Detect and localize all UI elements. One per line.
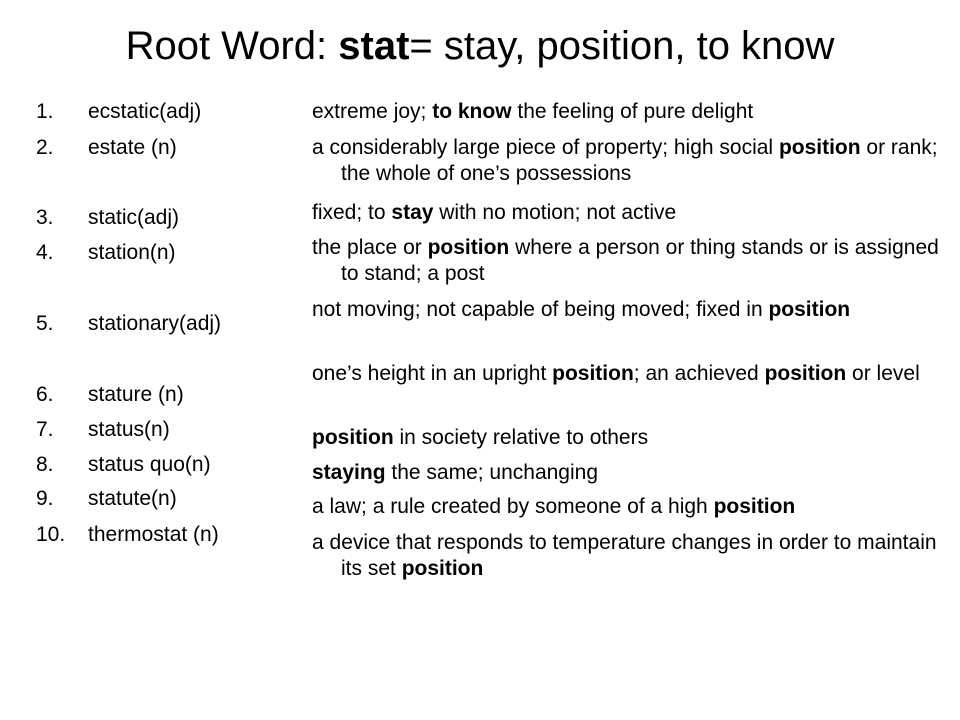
word-item	[36, 486, 286, 512]
definition-text: fixed; to	[312, 201, 392, 224]
definition-item	[312, 99, 942, 125]
word-item	[36, 135, 286, 161]
definition-text: extreme joy;	[312, 100, 433, 123]
word-item	[36, 452, 286, 478]
definition-item	[312, 200, 942, 226]
word-number: 9.	[36, 487, 54, 510]
definition-text: or rank; the whole of one’s possessions	[341, 136, 938, 185]
definition-text: in society relative to others	[393, 426, 649, 449]
word-number: 7.	[36, 418, 54, 441]
definition-text: ; an achieved	[633, 362, 765, 385]
word-item	[36, 382, 286, 408]
definition-text: where a person or thing stands or is assigned to stand; a post	[341, 236, 939, 285]
word-item	[36, 240, 286, 266]
keyword-highlight: position	[768, 298, 851, 321]
word-text: statute(n)	[88, 487, 177, 510]
definition-item	[312, 494, 942, 520]
word-number: 6.	[36, 383, 54, 406]
definition-item	[312, 530, 942, 582]
word-text: stature (n)	[88, 383, 184, 406]
keyword-highlight: position	[552, 362, 634, 385]
definition-item	[312, 361, 942, 387]
definition-text: a law; a rule created by someone of a high	[312, 495, 714, 518]
word-number: 3.	[36, 206, 54, 229]
keyword-highlight: position	[427, 236, 510, 259]
word-item	[36, 417, 286, 443]
definition-text: the feeling of pure delight	[511, 100, 754, 123]
definition-text: a considerably large piece of property; high social	[312, 136, 779, 159]
definition-item	[312, 297, 942, 323]
definition-text: the same; unchanging	[385, 461, 599, 484]
word-item	[36, 522, 286, 548]
definition-item	[312, 460, 942, 486]
definition-text: or level	[846, 362, 920, 385]
keyword-highlight: to know	[432, 100, 512, 123]
keyword-highlight: position	[401, 557, 484, 580]
word-text: stationary(adj)	[88, 312, 222, 335]
definition-item	[312, 425, 942, 451]
definition-item	[312, 135, 942, 187]
word-number: 2.	[36, 136, 54, 159]
title-root-word: stat	[338, 24, 410, 68]
word-number: 4.	[36, 241, 54, 264]
word-number: 5.	[36, 312, 54, 335]
word-item	[36, 311, 286, 337]
definition-item	[312, 235, 942, 287]
keyword-highlight: position	[312, 426, 394, 449]
keyword-highlight: position	[713, 495, 796, 518]
definition-text: one’s height in an upright	[312, 362, 553, 385]
word-text: ecstatic(adj)	[88, 100, 202, 123]
slide-title	[0, 18, 960, 74]
word-number: 1.	[36, 100, 54, 123]
word-text: status quo(n)	[88, 453, 211, 476]
word-text: thermostat (n)	[88, 523, 219, 546]
title-prefix: Root Word:	[125, 24, 339, 68]
word-item	[36, 99, 286, 125]
word-text: station(n)	[88, 241, 176, 264]
word-number: 8.	[36, 453, 54, 476]
keyword-highlight: staying	[312, 461, 386, 484]
word-number: 10.	[36, 523, 66, 546]
definition-text: not moving; not capable of being moved; fixed in	[312, 298, 769, 321]
title-meaning: = stay, position, to know	[409, 24, 835, 68]
definition-text: with no motion; not active	[433, 201, 677, 224]
definition-text: a device that responds to temperature changes in order to maintain its set	[312, 531, 937, 580]
word-text: estate (n)	[88, 136, 177, 159]
keyword-highlight: position	[778, 136, 861, 159]
word-text: static(adj)	[88, 206, 180, 229]
keyword-highlight: stay	[391, 201, 434, 224]
word-item	[36, 205, 286, 231]
keyword-highlight: position	[764, 362, 847, 385]
definition-text: the place or	[312, 236, 428, 259]
word-text: status(n)	[88, 418, 170, 441]
